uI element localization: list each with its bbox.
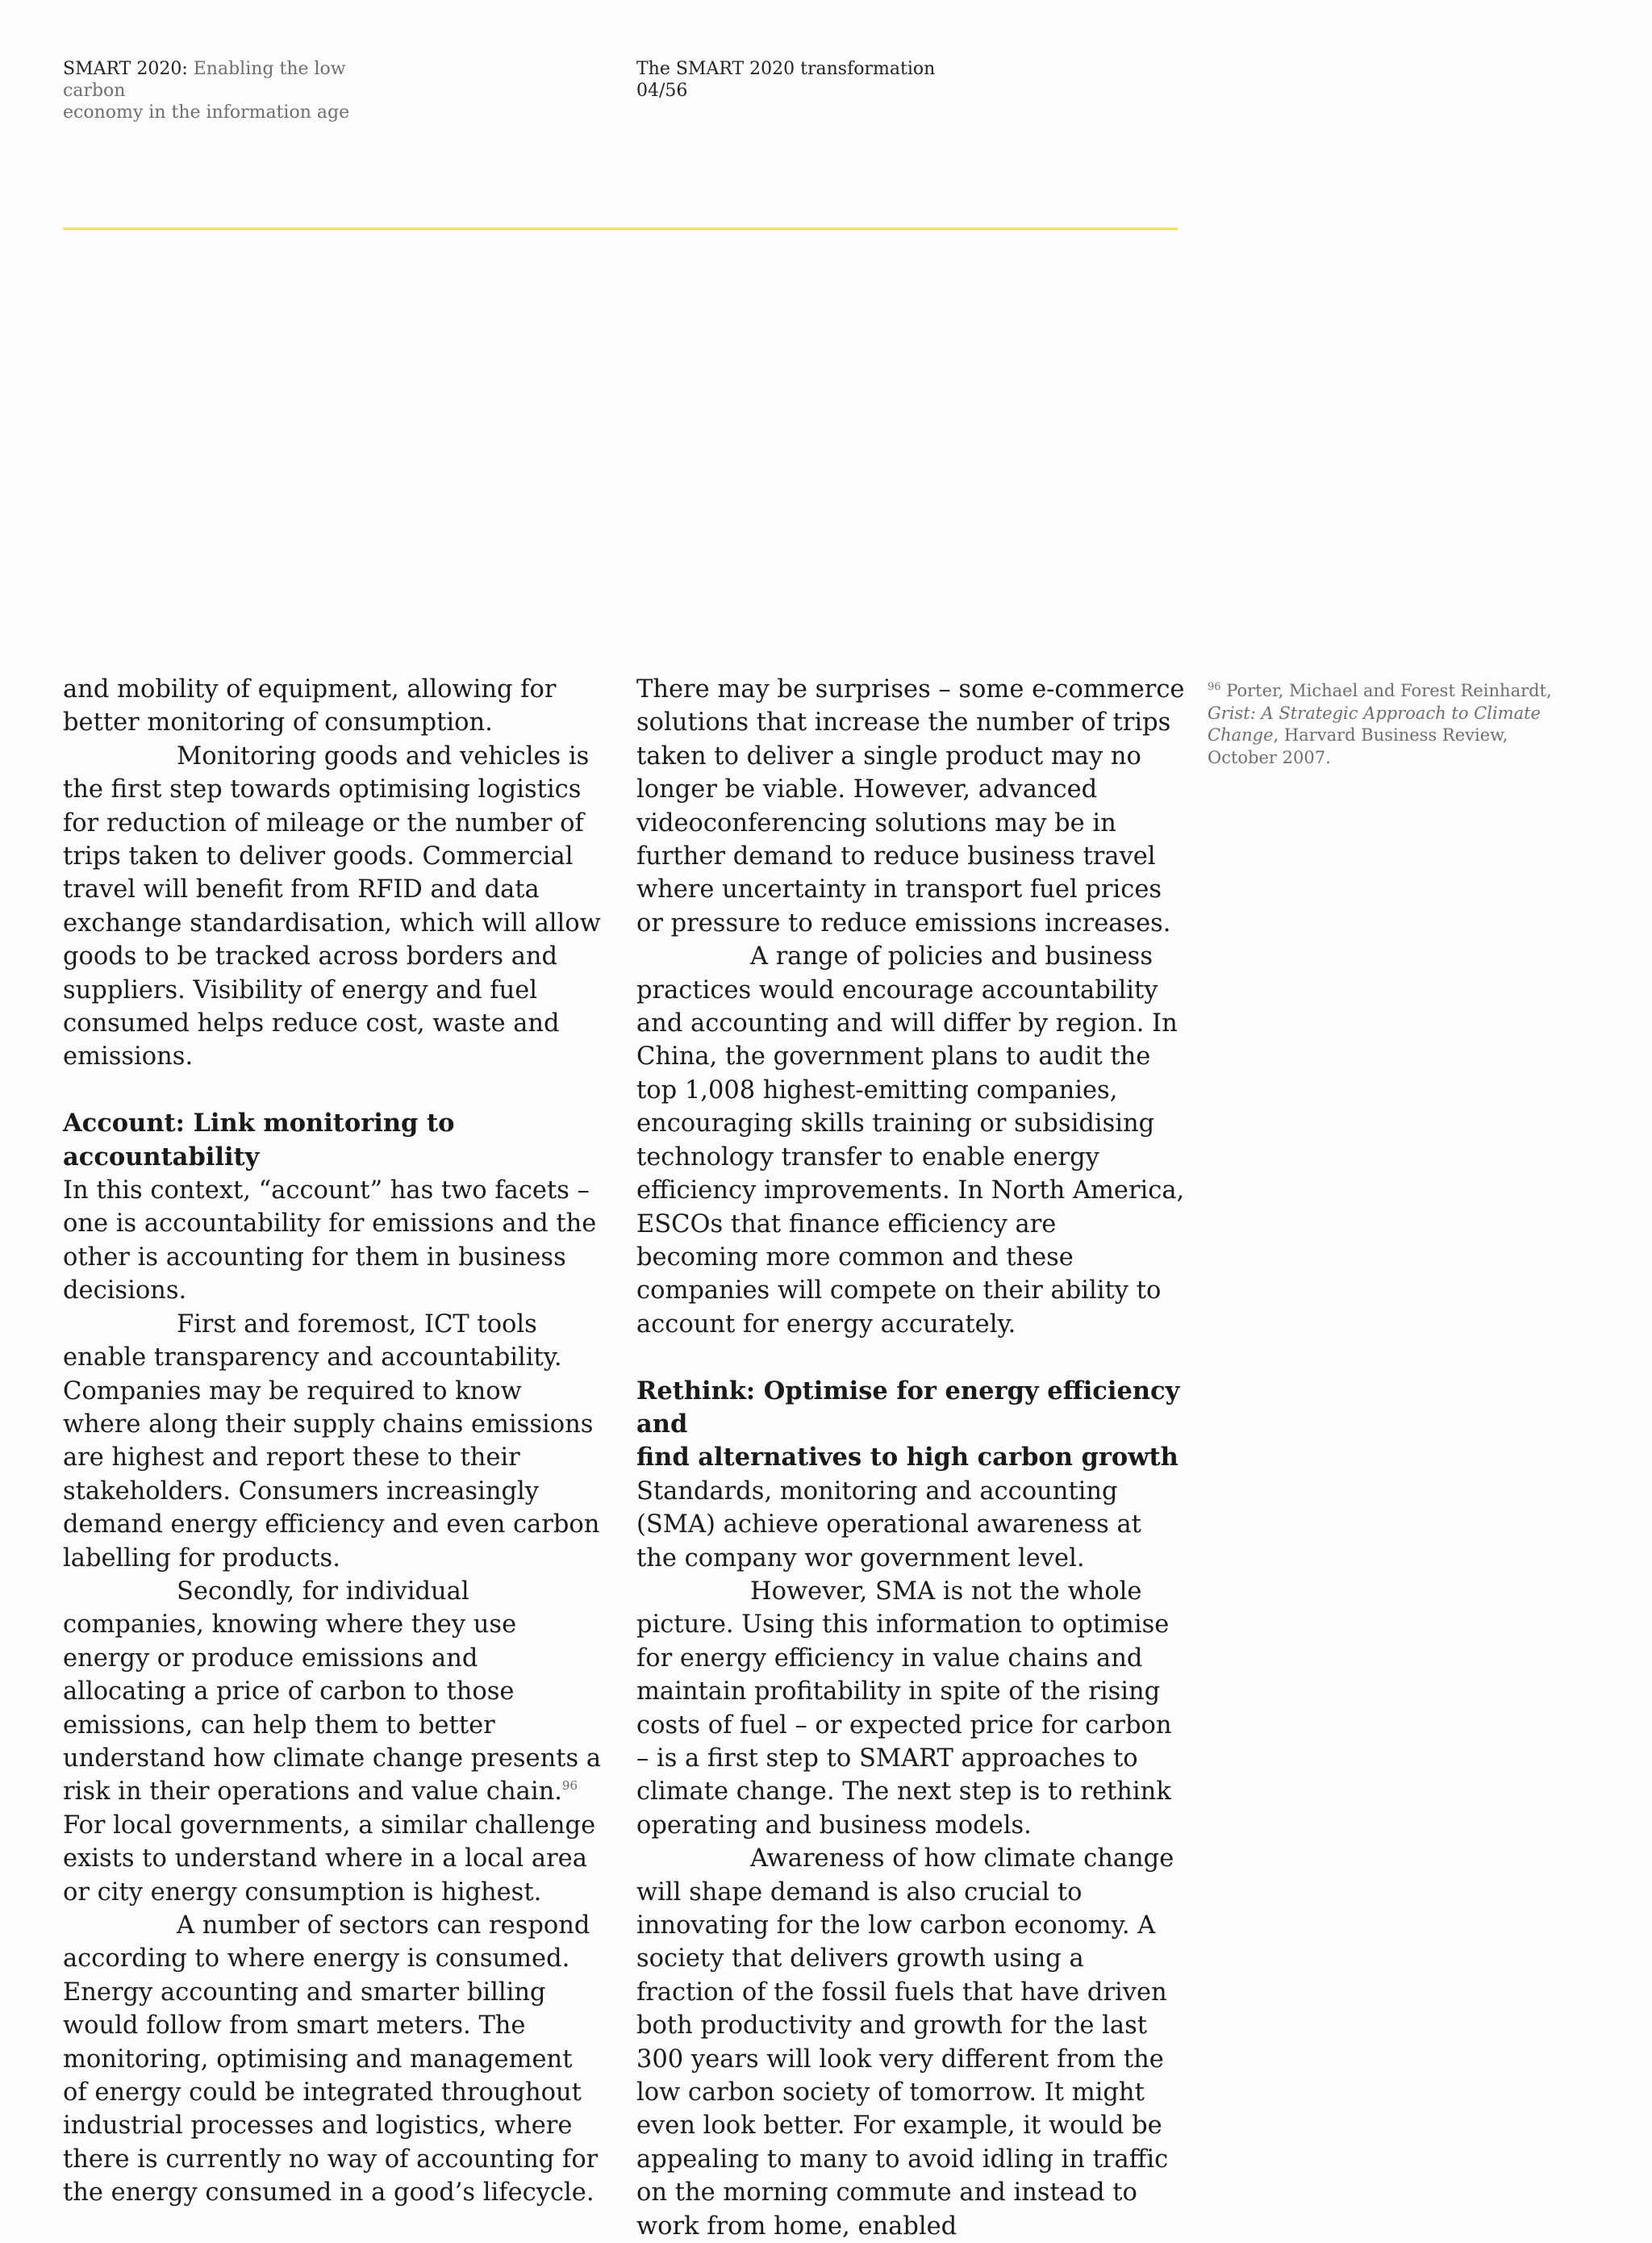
heading-line: find alternatives to high carbon growth bbox=[636, 1443, 1179, 1472]
paragraph: Awareness of how climate change will shape demand is also crucial to innovating for the low carbon economy. A society that delivers growth using a fraction of the fossil fuels that have driven both productivity and growth for the last 300 years will look very different from the low carbon society of tomorrow. It might even look better. For example, it would be appealing to many to avoid idling in traffic on the morning commute and instead to work from home, enabled bbox=[636, 1844, 1174, 2241]
paragraph-text: For local governments, a similar challenge exists to understand where in a local area or city energy consumption is highest. bbox=[63, 1811, 596, 1907]
paragraph bbox=[63, 1575, 603, 1909]
running-header-section bbox=[636, 58, 975, 102]
doc-title: SMART 2020: bbox=[63, 59, 188, 79]
heading-line: Rethink: Optimise for energy efficiency and bbox=[636, 1376, 1180, 1439]
doc-subtitle: Enabling the low carbon bbox=[63, 59, 346, 101]
footnote-reference[interactable]: 96 bbox=[561, 1778, 578, 1794]
left-column bbox=[63, 673, 603, 2210]
paragraph: A range of policies and business practices would encourage accountability and accounting and will differ by region. In China, the government plans to audit the top 1,008 highest-emitting companies, encouraging skills training or subsidising technology transfer to enable energy efficiency improvements. In North America, ESCOs that finance efficiency are becoming more common and these companies will compete on their ability to account for energy accurately. bbox=[636, 942, 1185, 1339]
section-heading-rethink bbox=[636, 1375, 1185, 1475]
footnote-96 bbox=[1208, 680, 1554, 769]
section-heading-account: Account: Link monitoring to accountability bbox=[63, 1109, 455, 1172]
paragraph: However, SMA is not the whole picture. Using this information to optimise for energy efficiency in value chains and maintain profitability in spite of the rising costs of fuel – or expected price for carbon – is a first step to SMART approaches to climate change. The next step is to rethink operating and business models. bbox=[636, 1577, 1172, 1840]
paragraph: Standards, monitoring and accounting (SMA) achieve operational awareness at the company wor government level. bbox=[636, 1477, 1141, 1573]
running-header-title bbox=[63, 58, 402, 123]
footnote-source: , Harvard Business Review, October 2007. bbox=[1208, 725, 1508, 767]
header-divider bbox=[63, 228, 1178, 230]
paragraph: Monitoring goods and vehicles is the first step towards optimising logistics for reduction of mileage or the number of trips taken to deliver goods. Commercial travel will benefit from RFID and data exchange standardisation, which will allow goods to be tracked across borders and suppliers. Visibility of energy and fuel consumed helps reduce cost, waste and emissions. bbox=[63, 741, 601, 1071]
paragraph: In this context, “account” has two facets – one is accountability for emissions and the other is accounting for them in business decisions. bbox=[63, 1176, 597, 1305]
section-title: The SMART 2020 transformation bbox=[636, 59, 936, 79]
paragraph: First and foremost, ICT tools enable transparency and accountability. Companies may be required to know where along their supply chains emissions are highest and report these to their stakeholders. Consumers increasingly demand energy efficiency and even carbon labelling for products. bbox=[63, 1309, 600, 1573]
paragraph: There may be surprises – some e-commerce solutions that increase the number of trips taken to deliver a single product may no longer be viable. However, advanced videoconferencing solutions may be in further demand to reduce business travel where uncertainty in transport fuel prices or pressure to reduce emissions increases. bbox=[636, 675, 1185, 938]
page-number: 04/56 bbox=[636, 81, 688, 101]
footnote-authors: Porter, Michael and Forest Reinhardt, bbox=[1220, 681, 1552, 700]
paragraph-text: Secondly, for individual companies, knowing where they use energy or produce emissions and allocating a price of carbon to those emissions, can help them to better understand how climate change presents a risk in their operations and value chain. bbox=[63, 1577, 602, 1807]
right-column bbox=[636, 673, 1185, 2243]
paragraph: A number of sectors can respond according to where energy is consumed. Energy accounting and smarter billing would follow from smart meters. The monitoring, optimising and management of energy could be integrated throughout industrial processes and logistics, where there is currently no way of accounting for the energy consumed in a good’s lifecycle. bbox=[63, 1911, 599, 2207]
footnote-number: 96 bbox=[1208, 681, 1221, 693]
footnote-article-title: Grist: A Strategic Approach to Climate Change bbox=[1208, 703, 1541, 745]
paragraph: and mobility of equipment, allowing for better monitoring of consumption. bbox=[63, 675, 557, 737]
doc-subtitle-line2: economy in the information age bbox=[63, 102, 350, 123]
